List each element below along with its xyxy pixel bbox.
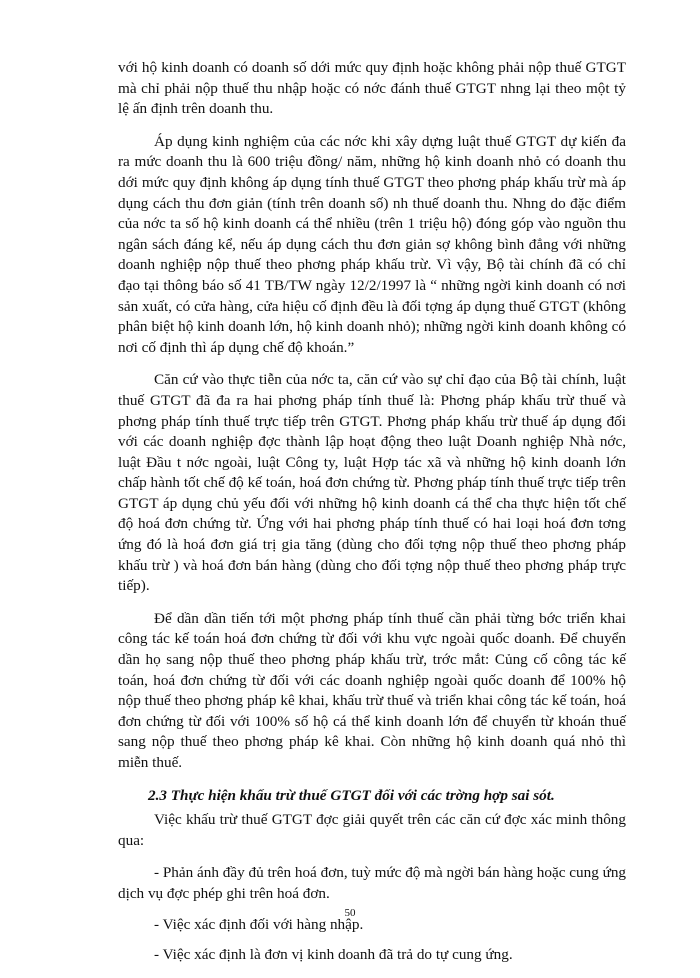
document-page — [118, 58, 626, 978]
paragraph-transition: Để dần dần tiến tới một phơng pháp tính thuế cần phải từng bớc triển khai công tác kế toán hoá đơn chứng từ đối với khu vực ngoài quốc doanh. Để chuyển dần họ sang nộp thuế theo phơng pháp khấu trừ, trớc mắt: Củng cố công tác kế toán, hoá đơn chứng từ đối với các doanh nghiệp ngoài quốc doanh để 100% hộ nộp thuế theo phơng pháp kê khai, khấu trừ thuế và triển khai công tác kế toán, hoá đơn chứng từ đối với 100% số hộ cá thể kinh doanh lớn để chuyển từ khoán thuế sang nộp thuế theo phơng pháp kê khai. Còn những hộ kinh doanh quá nhỏ thì miễn thuế. — [118, 609, 626, 771]
list-item-self-supply: - Việc xác định là đơn vị kinh doanh đã trả do tự cung ứng. — [154, 946, 513, 964]
list-item-import: - Việc xác định đối với hàng nhập. — [154, 915, 364, 933]
section-heading: 2.3 Thực hiện khấu trừ thuế GTGT đối với các trờng hợp sai sót. — [148, 786, 555, 804]
list-item-invoice: - Phản ánh đầy đủ trên hoá đơn, tuỳ mức độ mà ngời bán hàng hoặc cung ứng dịch vụ đợc phép ghi trên hoá đơn. — [118, 864, 627, 902]
paragraph-experience: Áp dụng kinh nghiệm của các nớc khi xây dựng luật thuế GTGT dự kiến đa ra mức doanh thu là 600 triệu đồng/ năm, những hộ kinh doanh nhỏ có doanh thu dới mức quy định không áp dụng tính thuế GTGT theo phơng pháp khấu trừ mà áp dụng cách thu đơn giản (tính trên doanh số) nh thuế doanh thu. Nhng do đặc điểm của nớc ta số hộ kinh doanh cá thể nhiều (trên 1 triệu hộ) đóng góp vào nguồn thu ngân sách đáng kể, nếu áp dụng cách thu đơn giản sợ không bình đẳng với những doanh nghiệp nộp thuế theo phơng pháp khấu trừ. Vì vậy, Bộ tài chính đã có chỉ đạo tại thông báo số 41 TB/TW ngày 12/2/1997 là “ những ngời kinh doanh có nơi sản xuất, có cửa hàng, cửa hiệu cố định đều là đối tợng áp dụng thuế GTGT (không phân biệt hộ kinh doanh lớn, hộ kinh doanh nhỏ); những ngời kinh doanh không có nơi cố định thì áp dụng chế độ khoán.” — [118, 132, 626, 356]
paragraph-deduction-intro: Việc khấu trừ thuế GTGT đợc giải quyết trên các căn cứ đợc xác minh thông qua: — [118, 811, 626, 849]
paragraph-continuation: với hộ kinh doanh có doanh số dới mức quy định hoặc không phải nộp thuế GTGT mà chỉ phải nộp thuế thu nhập hoặc có nớc đánh thuế GTGT nhng lại theo một tỷ lệ ấn định trên doanh thu. — [118, 59, 626, 118]
paragraph-methods: Căn cứ vào thực tiễn của nớc ta, căn cứ vào sự chỉ đạo của Bộ tài chính, luật thuế GTGT đã đa ra hai phơng pháp tính thuế là: Phơng pháp khấu trừ thuế và phơng pháp tính thuế trực tiếp trên GTGT. Phơng pháp khấu trừ thuế áp dụng đối với các doanh nghiệp đợc thành lập hoạt động theo luật Doanh nghiệp Nhà nớc, luật Đầu t nớc ngoài, luật Công ty, luật Hợp tác xã và những hộ kinh doanh lớn chấp hành tốt chế độ kế toán, hoá đơn chứng từ. Phơng pháp tính thuế trực tiếp trên GTGT áp dụng chủ yếu đối với những hộ kinh doanh cá thể cha thực hiện tốt chế độ hoá đơn chứng từ. Ứng với hai phơng pháp tính thuế có hai loại hoá đơn tơng ứng đó là hoá đơn giá trị gia tăng (dùng cho đối tợng nộp thuế theo phơng pháp khấu trừ ) và hoá đơn bán hàng (dùng cho đối tợng nộp thuế theo phơng pháp trực tiếp). — [118, 371, 626, 595]
page-number: 50 — [344, 907, 356, 919]
